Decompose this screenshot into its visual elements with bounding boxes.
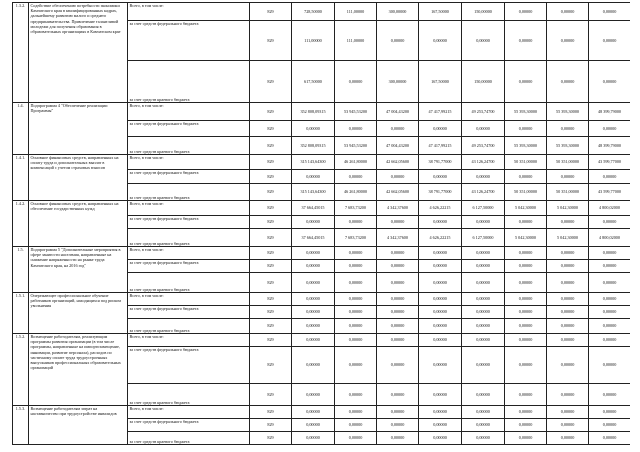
amount-cell: 0,00000 <box>505 293 547 306</box>
amount-cell: 49 253,74700 <box>462 103 505 121</box>
amount-cell: 37 664,45015 <box>292 201 335 216</box>
amount-cell: 50 351,00000 <box>505 155 547 170</box>
amount-cell: 0,00000 <box>419 121 462 137</box>
funding-source: за счет средств федерального бюджета <box>128 121 250 137</box>
amount-cell: 0,00000 <box>292 306 335 319</box>
amount-cell: 47 004,43200 <box>377 103 419 121</box>
amount-cell: 0,00000 <box>377 406 419 419</box>
amount-cell: 0,00000 <box>292 432 335 445</box>
amount-cell: 0,00000 <box>292 260 335 273</box>
amount-cell: 38 791,77000 <box>419 155 462 170</box>
amount-cell: 0,00000 <box>547 216 589 229</box>
table-row <box>13 155 631 170</box>
funding-source: за счет средств краевого бюджета <box>128 384 250 406</box>
funding-source: за счет средств краевого бюджета <box>128 432 250 445</box>
amount-cell: 0,00000 <box>505 406 547 419</box>
amount-cell: 0,00000 <box>377 273 419 293</box>
amount-cell: 0,00000 <box>462 170 505 184</box>
item-number: 1.5.3. <box>13 406 29 445</box>
amount-cell: 0,00000 <box>547 306 589 319</box>
funding-source: Всего, в том числе: <box>128 155 250 170</box>
amount-cell: 0,00000 <box>547 293 589 306</box>
amount-cell: 352 808,09315 <box>292 103 335 121</box>
amount-cell: 0,00000 <box>589 247 631 260</box>
item-name: Возмещение работодателям затрат на наставничество при трудоустройстве инвалидов <box>29 406 128 445</box>
amount-cell: 0,00000 <box>292 347 335 384</box>
funding-source: за счет средств федерального бюджета <box>128 170 250 184</box>
amount-cell: 0,00000 <box>335 306 377 319</box>
amount-cell: 50 351,00000 <box>547 184 589 201</box>
amount-cell: 0,00000 <box>335 61 377 103</box>
budget-table-page <box>12 2 630 450</box>
amount-cell: 0,00000 <box>419 170 462 184</box>
amount-cell: 46 261,80000 <box>335 155 377 170</box>
budget-code: 829 <box>250 419 292 432</box>
amount-cell: 5 042,30000 <box>547 201 589 216</box>
budget-code: 829 <box>250 170 292 184</box>
table-row <box>13 201 631 216</box>
amount-cell: 0,00000 <box>462 406 505 419</box>
funding-source: за счет средств федерального бюджета <box>128 347 250 384</box>
amount-cell: 0,00000 <box>377 260 419 273</box>
amount-cell: 0,00000 <box>377 121 419 137</box>
amount-cell: 0,00000 <box>505 21 547 61</box>
budget-code: 829 <box>250 273 292 293</box>
amount-cell: 0,00000 <box>335 216 377 229</box>
amount-cell: 0,00000 <box>589 21 631 61</box>
amount-cell: 167,50000 <box>419 3 462 21</box>
amount-cell: 0,00000 <box>505 260 547 273</box>
amount-cell: 0,00000 <box>547 419 589 432</box>
amount-cell: 0,00000 <box>292 334 335 347</box>
amount-cell: 0,00000 <box>505 347 547 384</box>
amount-cell: 0,00000 <box>419 293 462 306</box>
amount-cell: 0,00000 <box>335 273 377 293</box>
amount-cell: 55 393,30000 <box>547 103 589 121</box>
item-name: Содействие обеспечению потребности экономики Камчатского края в квалифицированных кадрах, дальнейшему развитию малого и среднего предпринимательства. Привлечение талантливой молодежи для получения образования в образовательных организациях в Камчатском крае <box>29 3 128 103</box>
amount-cell: 0,00000 <box>335 319 377 334</box>
funding-source: Всего, в том числе: <box>128 103 250 121</box>
amount-cell: 0,00000 <box>377 306 419 319</box>
item-name: Основное финансовых средств, направленных на обеспечение государственных нужд <box>29 201 128 247</box>
amount-cell: 0,00000 <box>419 432 462 445</box>
amount-cell: 5 042,30000 <box>505 229 547 247</box>
amount-cell: 0,00000 <box>292 247 335 260</box>
item-name: Подпрограмма 4 "Обеспечение реализации Программы" <box>29 103 128 155</box>
amount-cell: 0,00000 <box>547 334 589 347</box>
amount-cell: 50 351,00000 <box>547 155 589 170</box>
amount-cell: 300,00000 <box>377 61 419 103</box>
amount-cell: 0,00000 <box>589 293 631 306</box>
budget-code: 829 <box>250 184 292 201</box>
amount-cell: 0,00000 <box>292 384 335 406</box>
amount-cell: 0,00000 <box>292 170 335 184</box>
budget-code: 829 <box>250 306 292 319</box>
amount-cell: 0,00000 <box>335 406 377 419</box>
amount-cell: 47 417,99215 <box>419 137 462 155</box>
amount-cell: 0,00000 <box>589 384 631 406</box>
amount-cell: 0,00000 <box>377 247 419 260</box>
amount-cell: 150,00000 <box>462 3 505 21</box>
amount-cell: 5 042,30000 <box>547 229 589 247</box>
item-name: Основное финансовых средств, направленных на оплату труда и дополнительных выплат в компенсаций с учетом страховых взносов <box>29 155 128 201</box>
item-number: 1.3.2. <box>13 3 29 103</box>
amount-cell: 0,00000 <box>419 273 462 293</box>
amount-cell: 43 599,77000 <box>589 184 631 201</box>
amount-cell: 55 393,30000 <box>547 137 589 155</box>
funding-source: Всего, в том числе: <box>128 247 250 260</box>
budget-code: 829 <box>250 334 292 347</box>
amount-cell: 0,00000 <box>589 306 631 319</box>
table-row <box>13 293 631 306</box>
amount-cell: 0,00000 <box>462 21 505 61</box>
amount-cell: 0,00000 <box>547 273 589 293</box>
amount-cell: 0,00000 <box>589 3 631 21</box>
amount-cell: 55 393,30000 <box>505 137 547 155</box>
amount-cell: 0,00000 <box>589 170 631 184</box>
amount-cell: 0,00000 <box>547 319 589 334</box>
funding-source: Всего, в том числе: <box>128 334 250 347</box>
amount-cell: 0,00000 <box>335 170 377 184</box>
amount-cell: 0,00000 <box>462 334 505 347</box>
amount-cell: 4 626,22215 <box>419 229 462 247</box>
funding-source: Всего, в том числе: <box>128 293 250 306</box>
amount-cell: 0,00000 <box>377 419 419 432</box>
budget-code: 829 <box>250 21 292 61</box>
item-name: Возмещение работодателям, реализующим программы развития организации (в том числе программы, направленные на импортозамещение, инновации, развитие персонала), расходов по частичному оплате труда трудоустроенных выпускников профессиональных образовательных организаций <box>29 334 128 406</box>
amount-cell: 43 126,24700 <box>462 184 505 201</box>
budget-code: 829 <box>250 216 292 229</box>
amount-cell: 7 683,73200 <box>335 229 377 247</box>
amount-cell: 4 800,02000 <box>589 201 631 216</box>
funding-source: за счет средств краевого бюджета <box>128 229 250 247</box>
amount-cell: 6 127,50000 <box>462 201 505 216</box>
amount-cell: 50 351,00000 <box>505 184 547 201</box>
amount-cell: 0,00000 <box>335 293 377 306</box>
amount-cell: 0,00000 <box>292 419 335 432</box>
amount-cell: 0,00000 <box>589 319 631 334</box>
amount-cell: 0,00000 <box>589 216 631 229</box>
item-number: 1.5.2. <box>13 334 29 406</box>
amount-cell: 49 253,74700 <box>462 137 505 155</box>
table-row <box>13 334 631 347</box>
amount-cell: 0,00000 <box>505 319 547 334</box>
amount-cell: 0,00000 <box>377 216 419 229</box>
amount-cell: 48 399,79000 <box>589 103 631 121</box>
amount-cell: 0,00000 <box>377 384 419 406</box>
amount-cell: 0,00000 <box>335 334 377 347</box>
amount-cell: 55 393,30000 <box>505 103 547 121</box>
amount-cell: 0,00000 <box>377 319 419 334</box>
amount-cell: 47 004,43200 <box>377 137 419 155</box>
amount-cell: 0,00000 <box>292 319 335 334</box>
amount-cell: 0,00000 <box>462 247 505 260</box>
amount-cell: 0,00000 <box>419 247 462 260</box>
amount-cell: 0,00000 <box>505 273 547 293</box>
amount-cell: 0,00000 <box>589 432 631 445</box>
amount-cell: 315 143,64300 <box>292 184 335 201</box>
budget-code: 829 <box>250 384 292 406</box>
funding-source: за счет средств краевого бюджета <box>128 319 250 334</box>
amount-cell: 0,00000 <box>335 260 377 273</box>
amount-cell: 0,00000 <box>419 21 462 61</box>
amount-cell: 6 127,50000 <box>462 229 505 247</box>
amount-cell: 42 662,05600 <box>377 155 419 170</box>
amount-cell: 0,00000 <box>462 306 505 319</box>
amount-cell: 150,00000 <box>462 61 505 103</box>
amount-cell: 0,00000 <box>589 419 631 432</box>
funding-source: Всего, в том числе: <box>128 406 250 419</box>
amount-cell: 0,00000 <box>419 334 462 347</box>
amount-cell: 0,00000 <box>589 347 631 384</box>
amount-cell: 0,00000 <box>462 273 505 293</box>
funding-source: за счет средств краевого бюджета <box>128 61 250 103</box>
table-row <box>13 406 631 419</box>
amount-cell: 37 664,45015 <box>292 229 335 247</box>
amount-cell: 0,00000 <box>505 170 547 184</box>
amount-cell: 0,00000 <box>547 247 589 260</box>
funding-source: за счет средств федерального бюджета <box>128 216 250 229</box>
budget-code: 829 <box>250 406 292 419</box>
amount-cell: 0,00000 <box>462 293 505 306</box>
budget-code: 829 <box>250 319 292 334</box>
amount-cell: 0,00000 <box>419 384 462 406</box>
amount-cell: 4 342,37600 <box>377 201 419 216</box>
funding-source: за счет средств федерального бюджета <box>128 260 250 273</box>
amount-cell: 38 791,77000 <box>419 184 462 201</box>
amount-cell: 0,00000 <box>462 419 505 432</box>
amount-cell: 0,00000 <box>505 3 547 21</box>
budget-code: 829 <box>250 3 292 21</box>
budget-code: 829 <box>250 247 292 260</box>
item-number: 1.4.2. <box>13 201 29 247</box>
budget-code: 829 <box>250 347 292 384</box>
budget-code: 829 <box>250 121 292 137</box>
amount-cell: 0,00000 <box>377 432 419 445</box>
amount-cell: 0,00000 <box>419 347 462 384</box>
amount-cell: 0,00000 <box>505 334 547 347</box>
amount-cell: 0,00000 <box>547 170 589 184</box>
amount-cell: 0,00000 <box>292 216 335 229</box>
budget-code: 829 <box>250 293 292 306</box>
amount-cell: 0,00000 <box>377 293 419 306</box>
budget-code: 829 <box>250 260 292 273</box>
amount-cell: 0,00000 <box>547 384 589 406</box>
amount-cell: 111,00000 <box>292 21 335 61</box>
amount-cell: 0,00000 <box>335 247 377 260</box>
amount-cell: 111,00000 <box>335 3 377 21</box>
amount-cell: 46 261,80000 <box>335 184 377 201</box>
amount-cell: 0,00000 <box>419 306 462 319</box>
amount-cell: 0,00000 <box>462 432 505 445</box>
amount-cell: 0,00000 <box>547 61 589 103</box>
budget-code: 829 <box>250 155 292 170</box>
amount-cell: 0,00000 <box>505 216 547 229</box>
amount-cell: 0,00000 <box>589 260 631 273</box>
amount-cell: 617,50000 <box>292 61 335 103</box>
budget-code: 829 <box>250 201 292 216</box>
amount-cell: 0,00000 <box>377 170 419 184</box>
amount-cell: 4 800,02000 <box>589 229 631 247</box>
amount-cell: 0,00000 <box>335 347 377 384</box>
budget-code: 829 <box>250 61 292 103</box>
amount-cell: 0,00000 <box>505 61 547 103</box>
funding-source: Всего, в том числе: <box>128 201 250 216</box>
amount-cell: 0,00000 <box>419 260 462 273</box>
amount-cell: 0,00000 <box>462 384 505 406</box>
funding-source: за счет средств федерального бюджета <box>128 21 250 61</box>
item-number: 1.5. <box>13 247 29 293</box>
budget-code: 829 <box>250 432 292 445</box>
amount-cell: 0,00000 <box>505 247 547 260</box>
funding-source: за счет средств краевого бюджета <box>128 273 250 293</box>
amount-cell: 0,00000 <box>589 273 631 293</box>
funding-source: за счет средств федерального бюджета <box>128 306 250 319</box>
amount-cell: 0,00000 <box>377 347 419 384</box>
amount-cell: 0,00000 <box>419 419 462 432</box>
amount-cell: 0,00000 <box>462 319 505 334</box>
amount-cell: 728,50000 <box>292 3 335 21</box>
amount-cell: 0,00000 <box>547 406 589 419</box>
budget-table <box>12 2 630 445</box>
amount-cell: 0,00000 <box>505 306 547 319</box>
amount-cell: 0,00000 <box>462 216 505 229</box>
funding-source: за счет средств федерального бюджета <box>128 419 250 432</box>
amount-cell: 0,00000 <box>335 384 377 406</box>
amount-cell: 0,00000 <box>292 273 335 293</box>
amount-cell: 53 945,53200 <box>335 137 377 155</box>
amount-cell: 0,00000 <box>589 121 631 137</box>
amount-cell: 0,00000 <box>292 121 335 137</box>
amount-cell: 0,00000 <box>335 419 377 432</box>
amount-cell: 0,00000 <box>547 21 589 61</box>
amount-cell: 0,00000 <box>505 419 547 432</box>
amount-cell: 0,00000 <box>547 3 589 21</box>
amount-cell: 0,00000 <box>547 260 589 273</box>
item-number: 1.4. <box>13 103 29 155</box>
amount-cell: 0,00000 <box>419 216 462 229</box>
funding-source: за счет средств краевого бюджета <box>128 137 250 155</box>
amount-cell: 53 945,53200 <box>335 103 377 121</box>
amount-cell: 0,00000 <box>589 406 631 419</box>
amount-cell: 300,00000 <box>377 3 419 21</box>
amount-cell: 0,00000 <box>462 121 505 137</box>
amount-cell: 5 042,30000 <box>505 201 547 216</box>
amount-cell: 42 662,05600 <box>377 184 419 201</box>
funding-source: за счет средств краевого бюджета <box>128 184 250 201</box>
amount-cell: 0,00000 <box>419 319 462 334</box>
table-row <box>13 3 631 21</box>
budget-code: 829 <box>250 137 292 155</box>
table-row <box>13 247 631 260</box>
amount-cell: 111,00000 <box>335 21 377 61</box>
amount-cell: 315 143,64300 <box>292 155 335 170</box>
amount-cell: 0,00000 <box>505 121 547 137</box>
amount-cell: 0,00000 <box>462 347 505 384</box>
item-number: 1.5.1. <box>13 293 29 334</box>
amount-cell: 0,00000 <box>335 121 377 137</box>
amount-cell: 0,00000 <box>547 432 589 445</box>
amount-cell: 0,00000 <box>419 406 462 419</box>
amount-cell: 0,00000 <box>547 121 589 137</box>
amount-cell: 0,00000 <box>547 347 589 384</box>
amount-cell: 0,00000 <box>335 432 377 445</box>
amount-cell: 0,00000 <box>505 384 547 406</box>
amount-cell: 0,00000 <box>292 406 335 419</box>
amount-cell: 4 626,22215 <box>419 201 462 216</box>
amount-cell: 0,00000 <box>589 61 631 103</box>
amount-cell: 0,00000 <box>292 293 335 306</box>
item-name: Подпрограмма 5 "Дополнительные мероприятия в сфере занятости населения, направленные на снижение напряженности на рынке труда Камчатского края, на 2016 год" <box>29 247 128 293</box>
amount-cell: 352 808,09315 <box>292 137 335 155</box>
amount-cell: 0,00000 <box>589 334 631 347</box>
amount-cell: 167,50000 <box>419 61 462 103</box>
amount-cell: 43 126,24700 <box>462 155 505 170</box>
budget-code: 829 <box>250 229 292 247</box>
amount-cell: 47 417,99215 <box>419 103 462 121</box>
amount-cell: 0,00000 <box>462 260 505 273</box>
item-name: Опережающее профессиональное обучение работников организаций, находящихся под риском увольнения <box>29 293 128 334</box>
budget-code: 829 <box>250 103 292 121</box>
item-number: 1.4.1. <box>13 155 29 201</box>
funding-source: Всего, в том числе: <box>128 3 250 21</box>
amount-cell: 43 599,77000 <box>589 155 631 170</box>
amount-cell: 7 683,73200 <box>335 201 377 216</box>
table-row <box>13 103 631 121</box>
amount-cell: 4 342,37600 <box>377 229 419 247</box>
amount-cell: 48 399,79000 <box>589 137 631 155</box>
amount-cell: 0,00000 <box>377 334 419 347</box>
amount-cell: 0,00000 <box>505 432 547 445</box>
amount-cell: 0,00000 <box>377 21 419 61</box>
